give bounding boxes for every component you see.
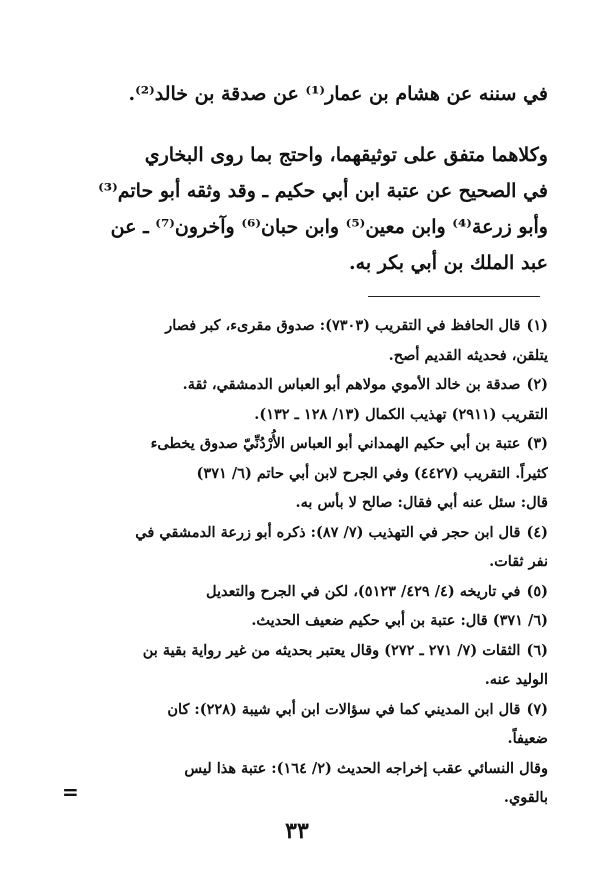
footnote-text: صدقة بن خالد الأموي مولاهم أبو العباس الدمشقي، ثقة. (182, 376, 521, 393)
footnote-line: الوليد عنه. (484, 671, 548, 688)
footnote-line: وقال النسائي عقب إخراجه الحديث (٢/ ١٦٤): عتبة هذا ليس (184, 759, 548, 777)
footnote-text: قال الحافظ في التقريب (٧٣٠٣): صدوق مقرىء، كبر فصار (165, 317, 521, 334)
footnote-text: قال ابن حجر في التهذيب (٧/ ٨٧): ذكره أبو زرعة الدمشقي في (135, 523, 521, 541)
page-number: ٣٣ (285, 818, 309, 844)
main-paragraph-2 (90, 137, 548, 281)
footnote-5 (90, 577, 548, 636)
footnotes (90, 311, 548, 813)
footnote-number: (٧) (526, 700, 548, 718)
footnote-number: (٦) (526, 641, 548, 659)
footnote-text: الثقات (٧/ ٢٧١ ـ ٢٧٢) وقال يعتبر بحديثه من غير رواية بقية بن (142, 641, 521, 659)
footnote-text: قال ابن المديني كما في سؤالات ابن أبي شيبة (٢٢٨): كان (167, 700, 521, 718)
footnote-line (90, 429, 548, 459)
footnote-line (90, 311, 548, 341)
footnote-line: التقريب (٢٩١١) تهذيب الكمال (١٣/ ١٢٨ ـ ١٣٢). (254, 405, 548, 423)
footnote-3 (90, 429, 548, 518)
footnote-text: في تاريخه (٤/ ٤٢٩/ ٥١٢٣)، لكن في الجرح والتعديل (205, 582, 521, 600)
main-line: في سننه عن هشام بن عمار⁽¹⁾ عن صدقة بن خالد⁽²⁾. (128, 83, 548, 105)
footnote-4 (90, 518, 548, 577)
footnote-number: (٥) (526, 582, 548, 600)
footnote-line (90, 370, 548, 400)
footnote-line: نفر ثقات. (489, 553, 548, 570)
main-line: في الصحيح عن عتبة ابن أبي حكيم ـ وقد وثقه أبو حاتم⁽³⁾ (98, 180, 548, 202)
margin-mark: = (62, 780, 79, 804)
footnote-text: عتبة بن أبي حكيم الهمداني أبو العباس الأُرْدُنِّيّ صدوق يخطىء (150, 435, 521, 452)
footnote-number: (٢) (526, 376, 548, 393)
main-line: عبد الملك بن أبي بكر به. (349, 252, 548, 274)
footnote-number: (١) (526, 317, 548, 334)
footnote-2 (90, 370, 548, 429)
footnote-line: ضعيفاً. (507, 730, 548, 747)
footnote-line: (٦/ ٣٧١) قال: عتبة بن أبي حكيم ضعيف الحديث. (251, 612, 548, 629)
main-line: وكلاهما متفق على توثيقهما، واحتج بما روى البخاري (144, 144, 548, 166)
footnote-separator (368, 296, 540, 297)
footnote-number: (٤) (526, 523, 548, 541)
footnote-line (90, 695, 548, 725)
footnote-line: كثيراً. التقريب (٤٤٢٧) وفي الجرح لابن أبي حاتم (٦/ ٣٧١) (196, 464, 548, 482)
footnote-line (90, 518, 548, 548)
footnote-line: يتلقن، فحديثه القديم أصح. (388, 346, 548, 364)
footnote-number: (٣) (526, 435, 548, 452)
footnote-line: قال: سئل عنه أبي فقال: صالح لا بأس به. (295, 494, 548, 511)
footnote-6 (90, 636, 548, 695)
footnote-7 (90, 695, 548, 813)
footnote-1 (90, 311, 548, 370)
main-line: وأبو زرعة⁽⁴⁾ وابن معين⁽⁵⁾ وابن حبان⁽⁶⁾ وآخرون⁽⁷⁾ ـ عن (110, 216, 548, 238)
footnote-line (90, 636, 548, 666)
main-paragraph-1 (90, 76, 548, 112)
footnote-line (90, 577, 548, 607)
footnote-line: بالقوي. (503, 789, 548, 806)
